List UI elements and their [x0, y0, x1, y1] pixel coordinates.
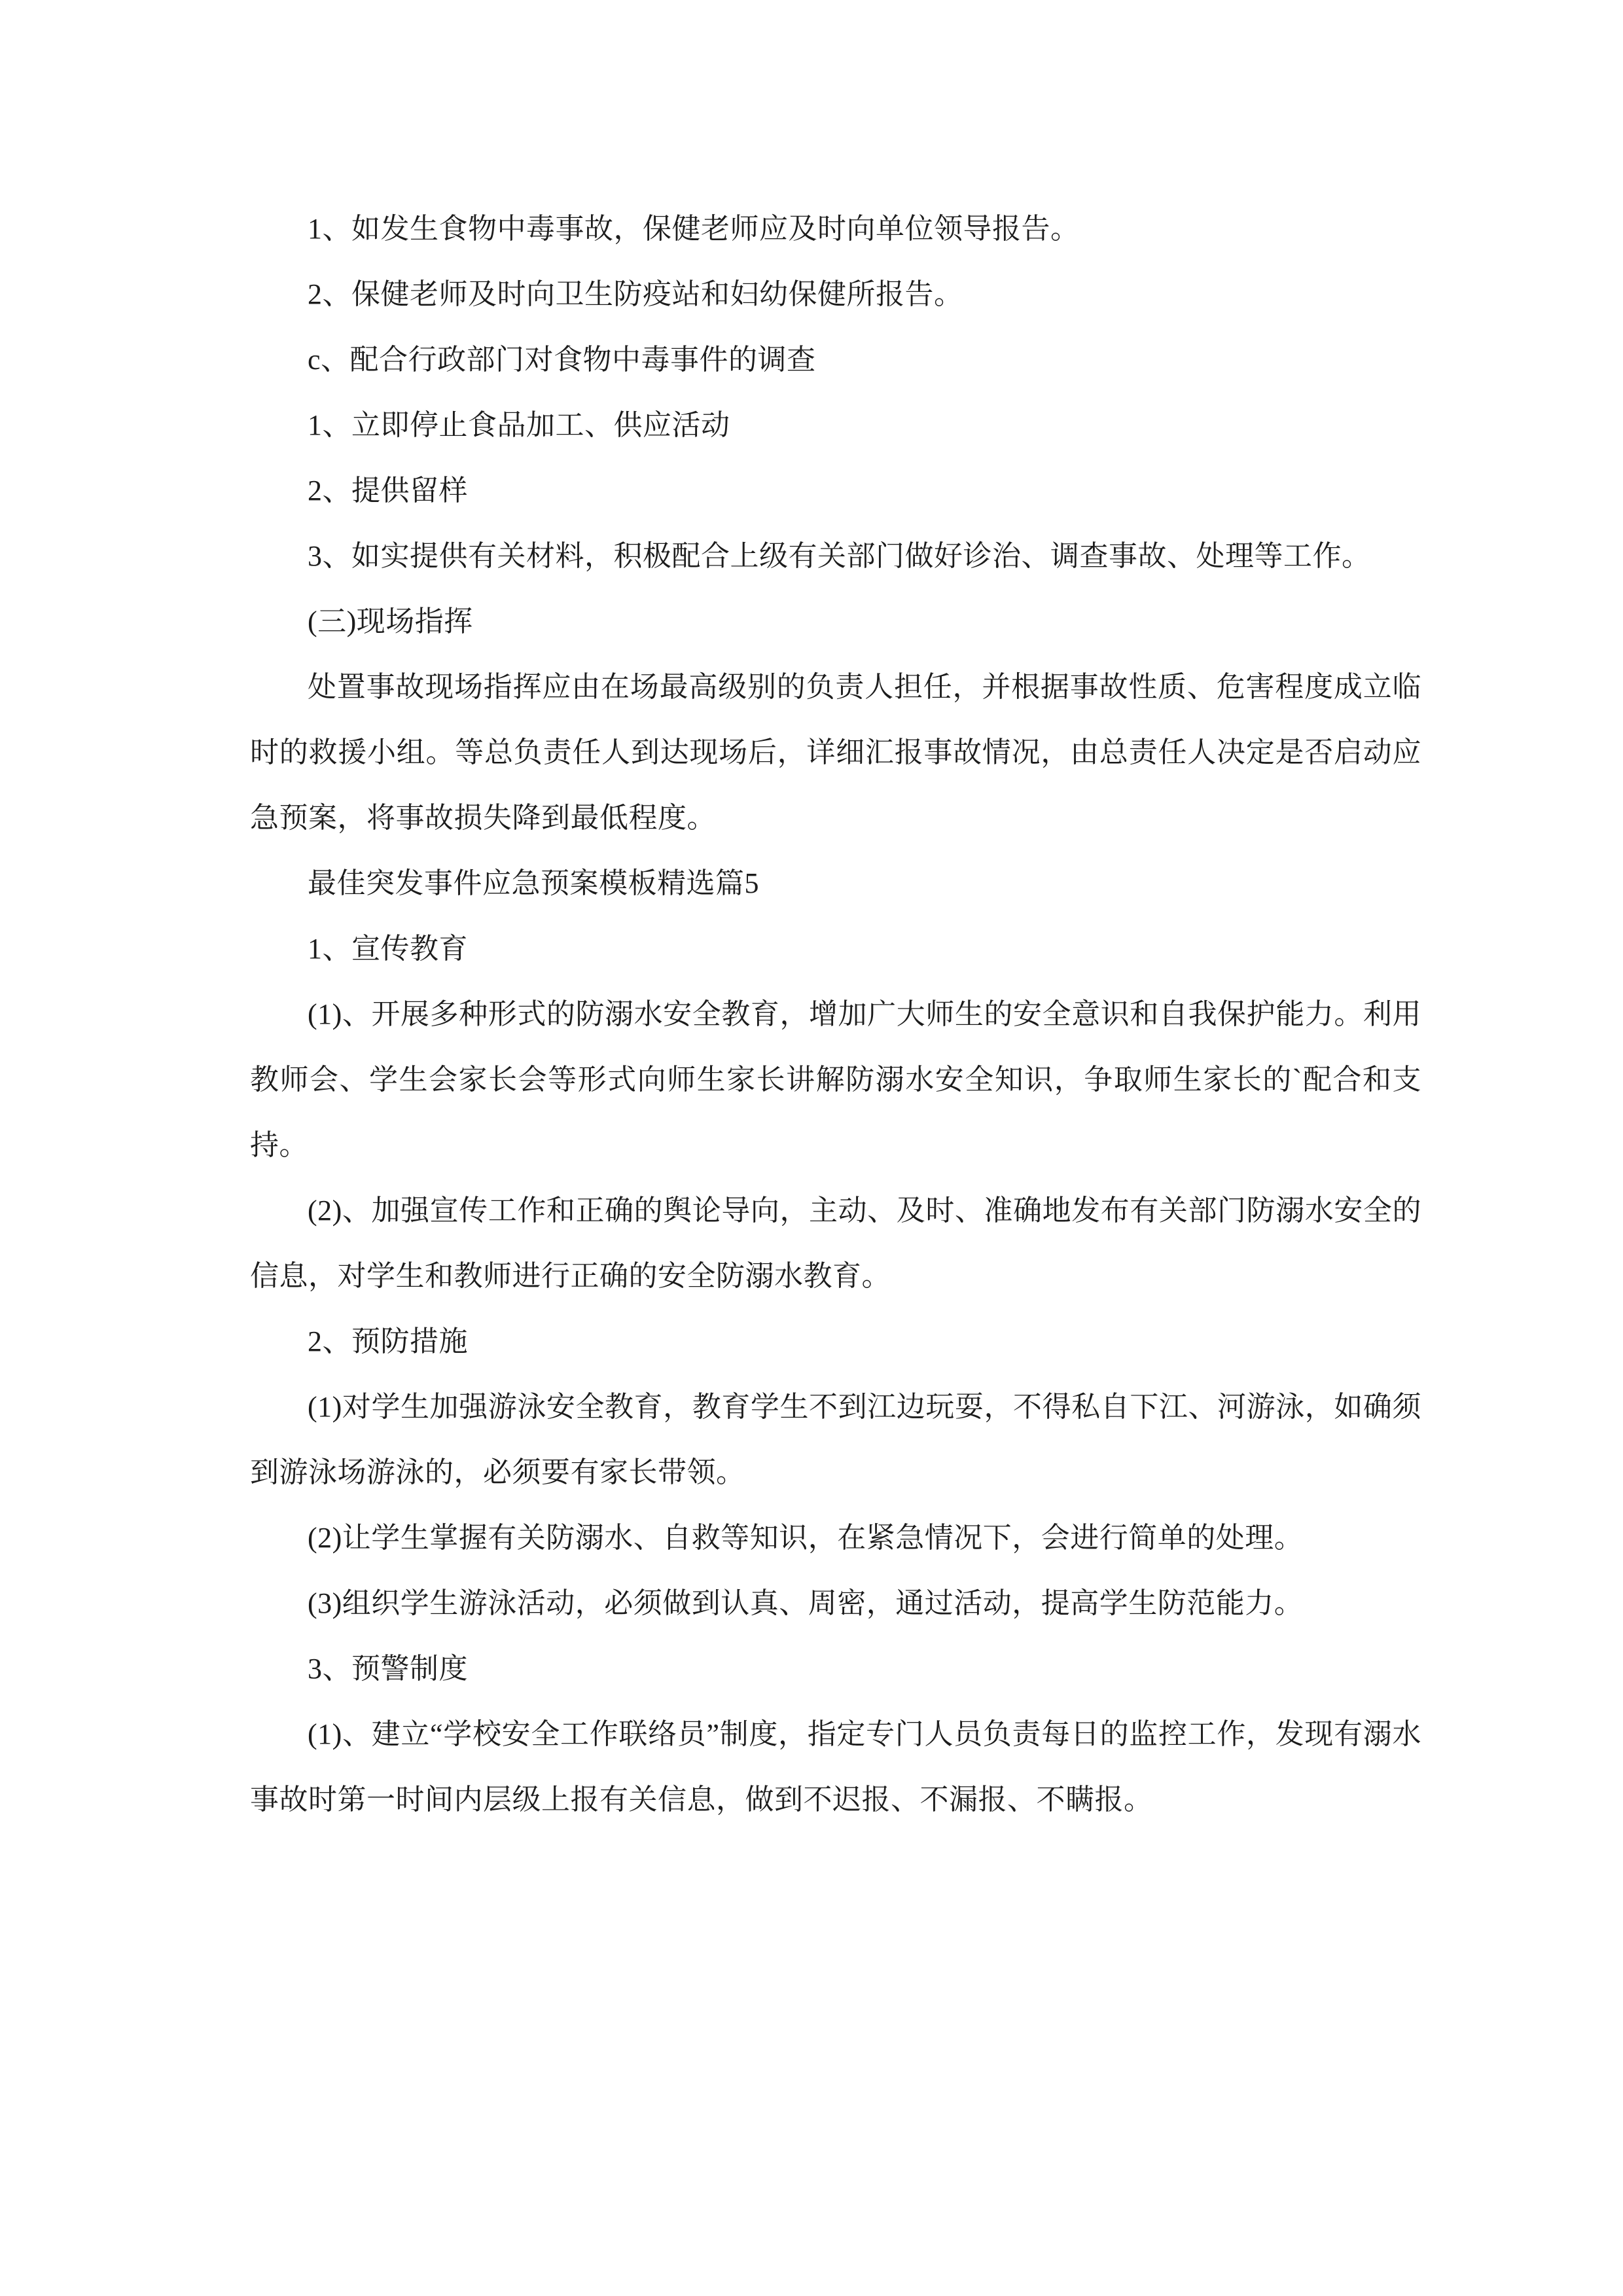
- paragraph-17: 3、预警制度: [308, 1653, 468, 1685]
- document-body: [250, 196, 1421, 1833]
- paragraph-2: 2、保健老师及时向卫生防疫站和妇幼保健所报告。: [308, 278, 963, 310]
- paragraph-13: 2、预防措施: [308, 1325, 468, 1357]
- paragraph-9: 最佳突发事件应急预案模板精选篇5: [308, 867, 759, 899]
- paragraph-10: 1、宣传教育: [308, 933, 468, 965]
- paragraph-15: (2)让学生掌握有关防溺水、自救等知识，在紧急情况下，会进行简单的处理。: [308, 1522, 1304, 1554]
- paragraph-16: (3)组织学生游泳活动，必须做到认真、周密，通过活动，提高学生防范能力。: [308, 1587, 1304, 1619]
- paragraph-5: 2、提供留样: [308, 475, 468, 507]
- paragraph-11: (1)、开展多种形式的防溺水安全教育，增加广大师生的安全意识和自我保护能力。利用教师会、学生会家长会等形式向师生家长讲解防溺水安全知识，争取师生家长的`配合和支持。: [250, 998, 1421, 1161]
- paragraph-7: (三)现场指挥: [308, 605, 473, 637]
- paragraph-4: 1、立即停止食品加工、供应活动: [308, 409, 730, 441]
- paragraph-12: (2)、加强宣传工作和正确的舆论导向，主动、及时、准确地发布有关部门防溺水安全的信息，对学生和教师进行正确的安全防溺水教育。: [250, 1194, 1421, 1292]
- paragraph-1: 1、如发生食物中毒事故，保健老师应及时向单位领导报告。: [308, 213, 1080, 245]
- paragraph-14: (1)对学生加强游泳安全教育，教育学生不到江边玩耍，不得私自下江、河游泳，如确须到游泳场游泳的，必须要有家长带领。: [250, 1391, 1421, 1488]
- paragraph-3: c、配合行政部门对食物中毒事件的调查: [308, 344, 816, 376]
- paragraph-8: 处置事故现场指挥应由在场最高级别的负责人担任，并根据事故性质、危害程度成立临时的救援小组。等总负责任人到达现场后，详细汇报事故情况，由总责任人决定是否启动应急预案，将事故损失降到最低程度。: [250, 671, 1421, 834]
- paragraph-6: 3、如实提供有关材料，积极配合上级有关部门做好诊治、调查事故、处理等工作。: [308, 540, 1371, 572]
- paragraph-18: (1)、建立“学校安全工作联络员”制度，指定专门人员负责每日的监控工作，发现有溺水事故时第一时间内层级上报有关信息，做到不迟报、不漏报、不瞒报。: [250, 1718, 1421, 1816]
